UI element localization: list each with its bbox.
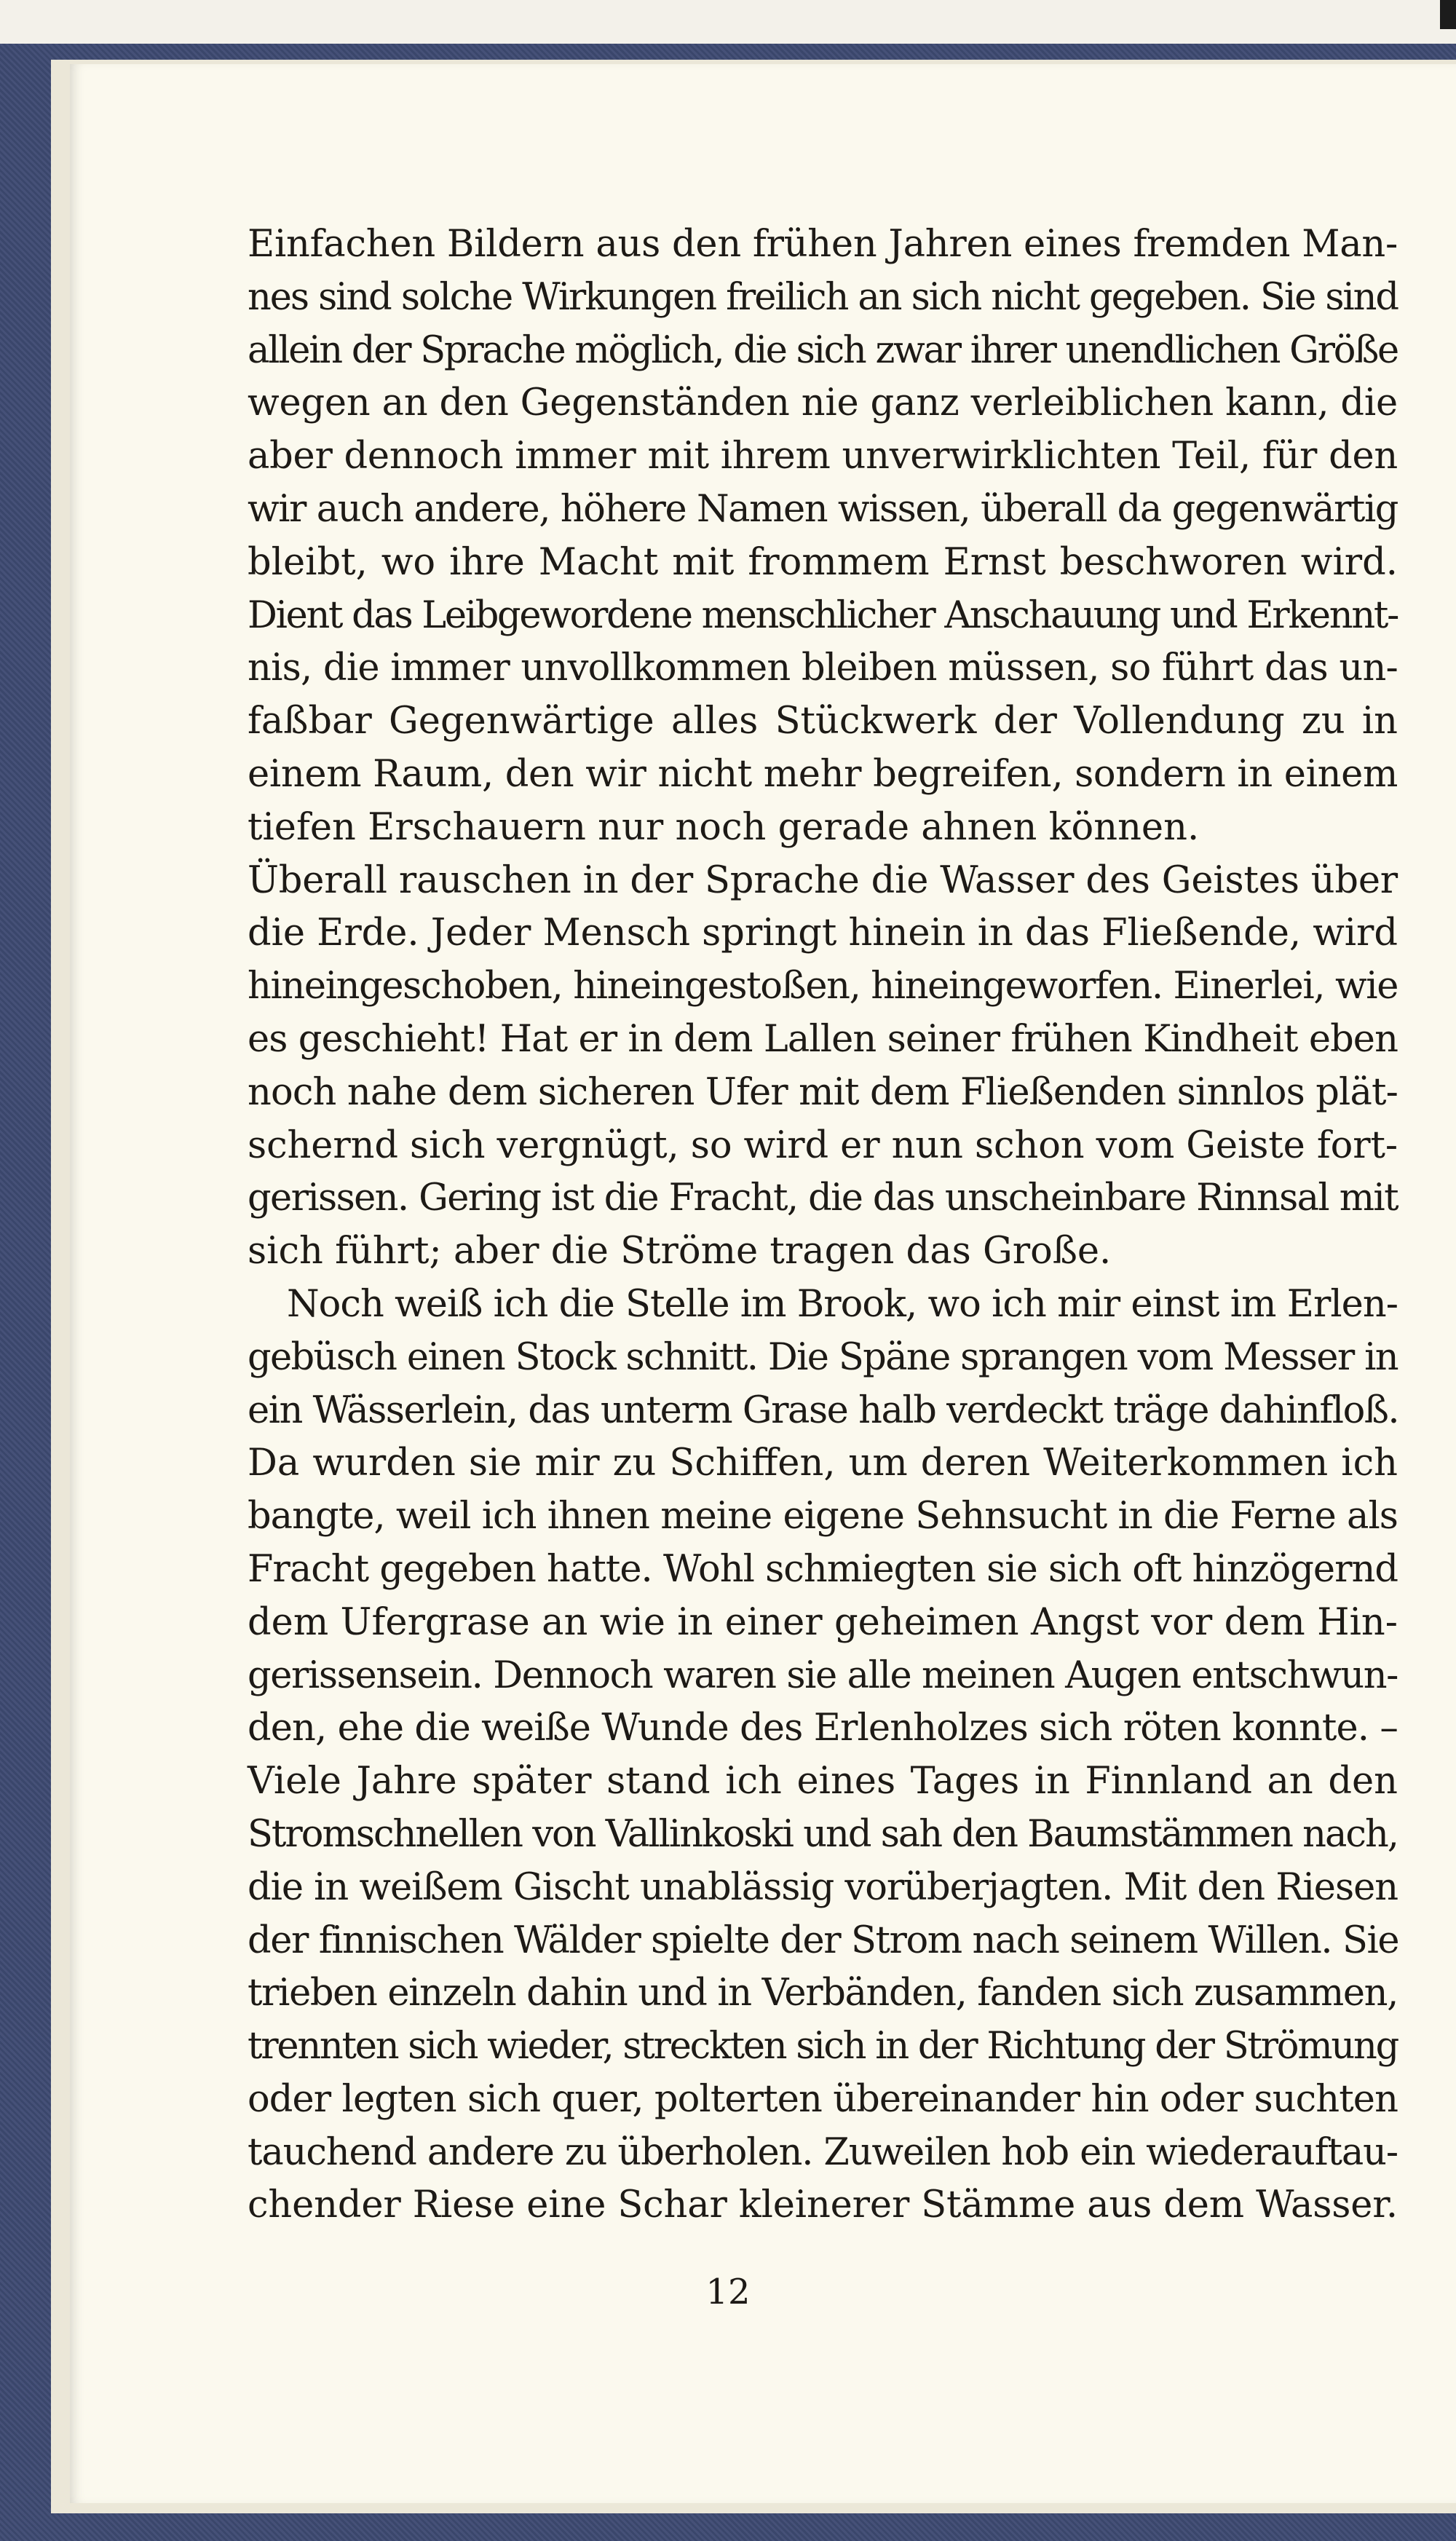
text-line: den, ehe die weiße Wunde des Erlenholzes sich röten konnte. –: [248, 1707, 1398, 1750]
text-line: Noch weiß ich die Stelle im Brook, wo ich mir einst im Erlen-: [287, 1282, 1398, 1326]
text-line: ein Wässerlein, das unterm Grase halb verdeckt träge dahinfloß.: [248, 1388, 1399, 1432]
page-number: 12: [705, 2272, 751, 2312]
text-line: tiefen Erschauern nur noch gerade ahnen können.: [248, 805, 1200, 849]
text-line: Viele Jahre später stand ich eines Tages in Finnland an den: [248, 1760, 1398, 1803]
text-line: faßbar Gegenwärtige alles Stückwerk der Vollendung zu in: [248, 700, 1398, 743]
text-line: wegen an den Gegenständen nie ganz verleiblichen kann, die: [248, 382, 1398, 425]
text-line: trieben einzeln dahin und in Verbänden, fanden sich zusammen,: [248, 1972, 1398, 2015]
text-line: noch nahe dem sicheren Ufer mit dem Fließenden sinnlos plät-: [248, 1070, 1398, 1114]
text-line: Stromschnellen von Vallinkoski und sah den Baumstämmen nach,: [248, 1812, 1398, 1856]
text-line: einem Raum, den wir nicht mehr begreifen, sondern in einem: [248, 752, 1398, 796]
text-line: es geschieht! Hat er in dem Lallen seiner frühen Kindheit eben: [248, 1017, 1398, 1061]
text-line: wir auch andere, höhere Namen wissen, überall da gegenwärtig: [248, 487, 1398, 531]
text-line: aber dennoch immer mit ihrem unverwirklichten Teil, für den: [248, 435, 1398, 478]
text-line: dem Ufergrase an wie in einer geheimen Angst vor dem Hin-: [248, 1600, 1398, 1644]
paragraph-2: [248, 855, 1398, 1279]
text-line: trennten sich wieder, streckten sich in der Richtung der Strömung: [248, 2025, 1398, 2068]
text-line: Dient das Leibgewordene menschlicher Anschauung und Erkennt-: [248, 593, 1398, 637]
text-line: nis, die immer unvollkommen bleiben müssen, so führt das un-: [248, 647, 1398, 690]
text-line: gerissen. Gering ist die Fracht, die das unscheinbare Rinnsal mit: [248, 1177, 1398, 1220]
text-line: der finnischen Wälder spielte der Strom nach seinem Willen. Sie: [248, 1918, 1399, 1962]
text-line: Fracht gegeben hatte. Wohl schmiegten sie sich oft hinzögernd: [248, 1547, 1398, 1591]
page-corner-shadow: [1440, 0, 1456, 29]
text-line: allein der Sprache möglich, die sich zwar ihrer unendlichen Größe: [248, 328, 1398, 372]
text-line: die in weißem Gischt unablässig vorüberjagten. Mit den Riesen: [248, 1865, 1398, 1909]
text-line: nes sind solche Wirkungen freilich an sich nicht gegeben. Sie sind: [248, 275, 1398, 319]
text-line: tauchend andere zu überholen. Zuweilen hob ein wiederauftau-: [248, 2130, 1398, 2174]
text-line: gebüsch einen Stock schnitt. Die Späne sprangen vom Messer in: [248, 1335, 1398, 1379]
text-line: Da wurden sie mir zu Schiffen, um deren Weiterkommen ich: [248, 1442, 1398, 1485]
text-line: bangte, weil ich ihnen meine eigene Sehnsucht in die Ferne als: [248, 1495, 1398, 1538]
text-line: sich führt; aber die Ströme tragen das Große.: [248, 1230, 1112, 1273]
text-line: schernd sich vergnügt, so wird er nun schon vom Geiste fort-: [248, 1123, 1398, 1167]
text-line: Einfachen Bildern aus den frühen Jahren eines fremden Man-: [248, 223, 1398, 266]
paragraph-3: [248, 1279, 1398, 2232]
paragraph-1: [248, 218, 1398, 855]
text-line: chender Riese eine Schar kleinerer Stämme aus dem Wasser.: [248, 2184, 1398, 2227]
text-line: die Erde. Jeder Mensch springt hinein in das Fließende, wird: [248, 912, 1398, 955]
text-line: gerissensein. Dennoch waren sie alle meinen Augen entschwun-: [248, 1653, 1398, 1697]
text-line: hineingeschoben, hineingestoßen, hineingeworfen. Einerlei, wie: [248, 965, 1398, 1008]
body-text: [248, 218, 1398, 2232]
text-line: Überall rauschen in der Sprache die Wasser des Geistes über: [248, 858, 1398, 902]
text-line: bleibt, wo ihre Macht mit frommem Ernst beschworen wird.: [248, 540, 1398, 584]
text-line: oder legten sich quer, polterten übereinander hin oder suchten: [248, 2077, 1398, 2121]
